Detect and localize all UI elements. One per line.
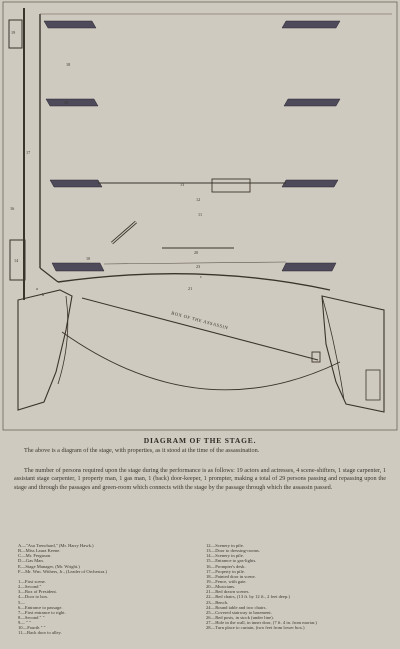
box-of-assassin-label: BOX OF THE ASSASSIN [170, 310, 229, 331]
wing-right-3 [282, 180, 338, 187]
wing-left-1 [44, 21, 96, 28]
legend-entry: D—Gas Man. [18, 558, 44, 564]
label-16: 16 [10, 206, 15, 211]
diagram-title: DIAGRAM OF THE STAGE. [143, 436, 257, 445]
legend-entry: 20—Musicians. [206, 584, 236, 590]
legend-entry: A—"Asa Trenchard," (Mr. Harry Hawk.) [18, 543, 94, 548]
wing-left-4 [52, 263, 104, 271]
wing-left-2 [46, 99, 98, 106]
left-box-tier [18, 290, 72, 410]
legend-entry: B—Miss Laura Keene. [18, 548, 61, 554]
caption-paragraph-1: The above is a diagram of the stage, with properties, as it stood at the time of the assassination. [24, 447, 260, 454]
label-15: 15 [64, 100, 69, 105]
painted-door [212, 179, 250, 192]
legend-entry: 4—Door to box. [18, 594, 49, 600]
label-17: 17 [26, 150, 31, 155]
legend-entry: 23—Bench. [206, 599, 229, 605]
label-10: 10 [86, 256, 91, 261]
label-19: 19 [11, 30, 16, 35]
label-20: 20 [194, 250, 199, 255]
legend-entry: 19—Fence, with gate. [206, 578, 247, 584]
legend-entry: 28—Turn place to curtain, (two feet from lower box.) [206, 625, 305, 631]
legend-entry: 5— [18, 599, 25, 605]
legend-entry: C—Mr. Ferguson. [18, 553, 52, 559]
legend-entry: 18—Painted door in scene. [206, 573, 256, 579]
legend-entry: 14—Scenery in pile. [206, 553, 244, 559]
label-c: c [200, 274, 202, 279]
legend-entry: 2—Second " [18, 584, 42, 590]
wing-right-4 [282, 263, 336, 271]
left-box-inner [58, 296, 68, 384]
label-b: b [42, 292, 45, 297]
label-13: 13 [180, 182, 185, 187]
legend-entry: 6—Entrance to passage. [18, 604, 63, 610]
legend-entry: 15—Entrance to gas-lights. [206, 558, 257, 564]
right-box-inner [322, 296, 344, 400]
wing-right-2 [284, 99, 340, 106]
legend-entry: F—Mr. Wm. Withers, Jr., (Leader of Orchestra.) [18, 568, 107, 574]
legend-entry: 12—Scenery in pile. [206, 543, 244, 548]
legend-entry: 27—Hole in the wall, in inner door, (7 ft. 4 in. from mortar.) [206, 620, 317, 626]
wing-right-1 [282, 21, 340, 28]
label-21: 21 [188, 286, 193, 291]
legend-entry: 25—Covered stairway to basement. [206, 609, 272, 615]
assassin-box-marker [312, 352, 320, 362]
stage-front-curve [58, 274, 330, 290]
label-11: 11 [198, 212, 203, 217]
legend-entry: 9— " " [18, 620, 31, 626]
legend-left-column [18, 543, 196, 636]
legend-entry: 11—Back door to alley. [18, 630, 62, 636]
label-a: a [36, 286, 38, 291]
legend-entry: 17—Property in pile. [206, 568, 245, 574]
legend-entry: 21—Red drawn scenes. [206, 589, 250, 595]
legend-entry: 22—Red chairs, (13 ft. by 12 ft., 2 feet deep.) [206, 594, 290, 600]
bench-fill [112, 222, 136, 243]
legend-entry: 26—Red posts, in stock (under line). [206, 614, 274, 620]
legend-entry: 1—First scene. [18, 578, 46, 584]
legend-entry: 3—Box of President. [18, 589, 57, 595]
right-box-door [366, 370, 380, 400]
caption-paragraph-2: The number of persons required upon the stage during the performance is as follows: 19 actors and actresses, 4 scene-shifters, 1 stage carpenter, 1 assistant stage carpenter, 1 property man, 1 gas man, 1 (back) door-keeper, 1 prompter, making a total of 29 persons passing and repassing upon the stage and through the passages and green-room which connects with the stage by the passage through which the assassin passed. [14, 467, 386, 491]
legend-entry: E—Stage Manager, (Mr. Wright.) [18, 563, 80, 569]
legend-entry: 13—Door to dressing-rooms. [206, 548, 260, 554]
label-23: 23 [196, 264, 201, 269]
legend-entry: 10—Fourth " " [18, 625, 46, 631]
label-12: 12 [196, 197, 201, 202]
legend-entry: 8—Second " " [18, 614, 45, 620]
orchestra-curve [62, 332, 340, 390]
legend-entry: 24—Round table and two chairs. [206, 604, 267, 610]
label-14: 14 [14, 258, 19, 263]
right-box-tier [322, 296, 384, 412]
wing-left-3 [50, 180, 102, 187]
legend-entry: 7—First entrance to right. [18, 609, 66, 615]
legend-entry: 16—Prompter's desk. [206, 563, 246, 569]
assassin-path [82, 298, 318, 360]
front-scene-line [104, 262, 286, 264]
legend-right-column [206, 543, 392, 630]
label-18: 18 [66, 62, 71, 67]
